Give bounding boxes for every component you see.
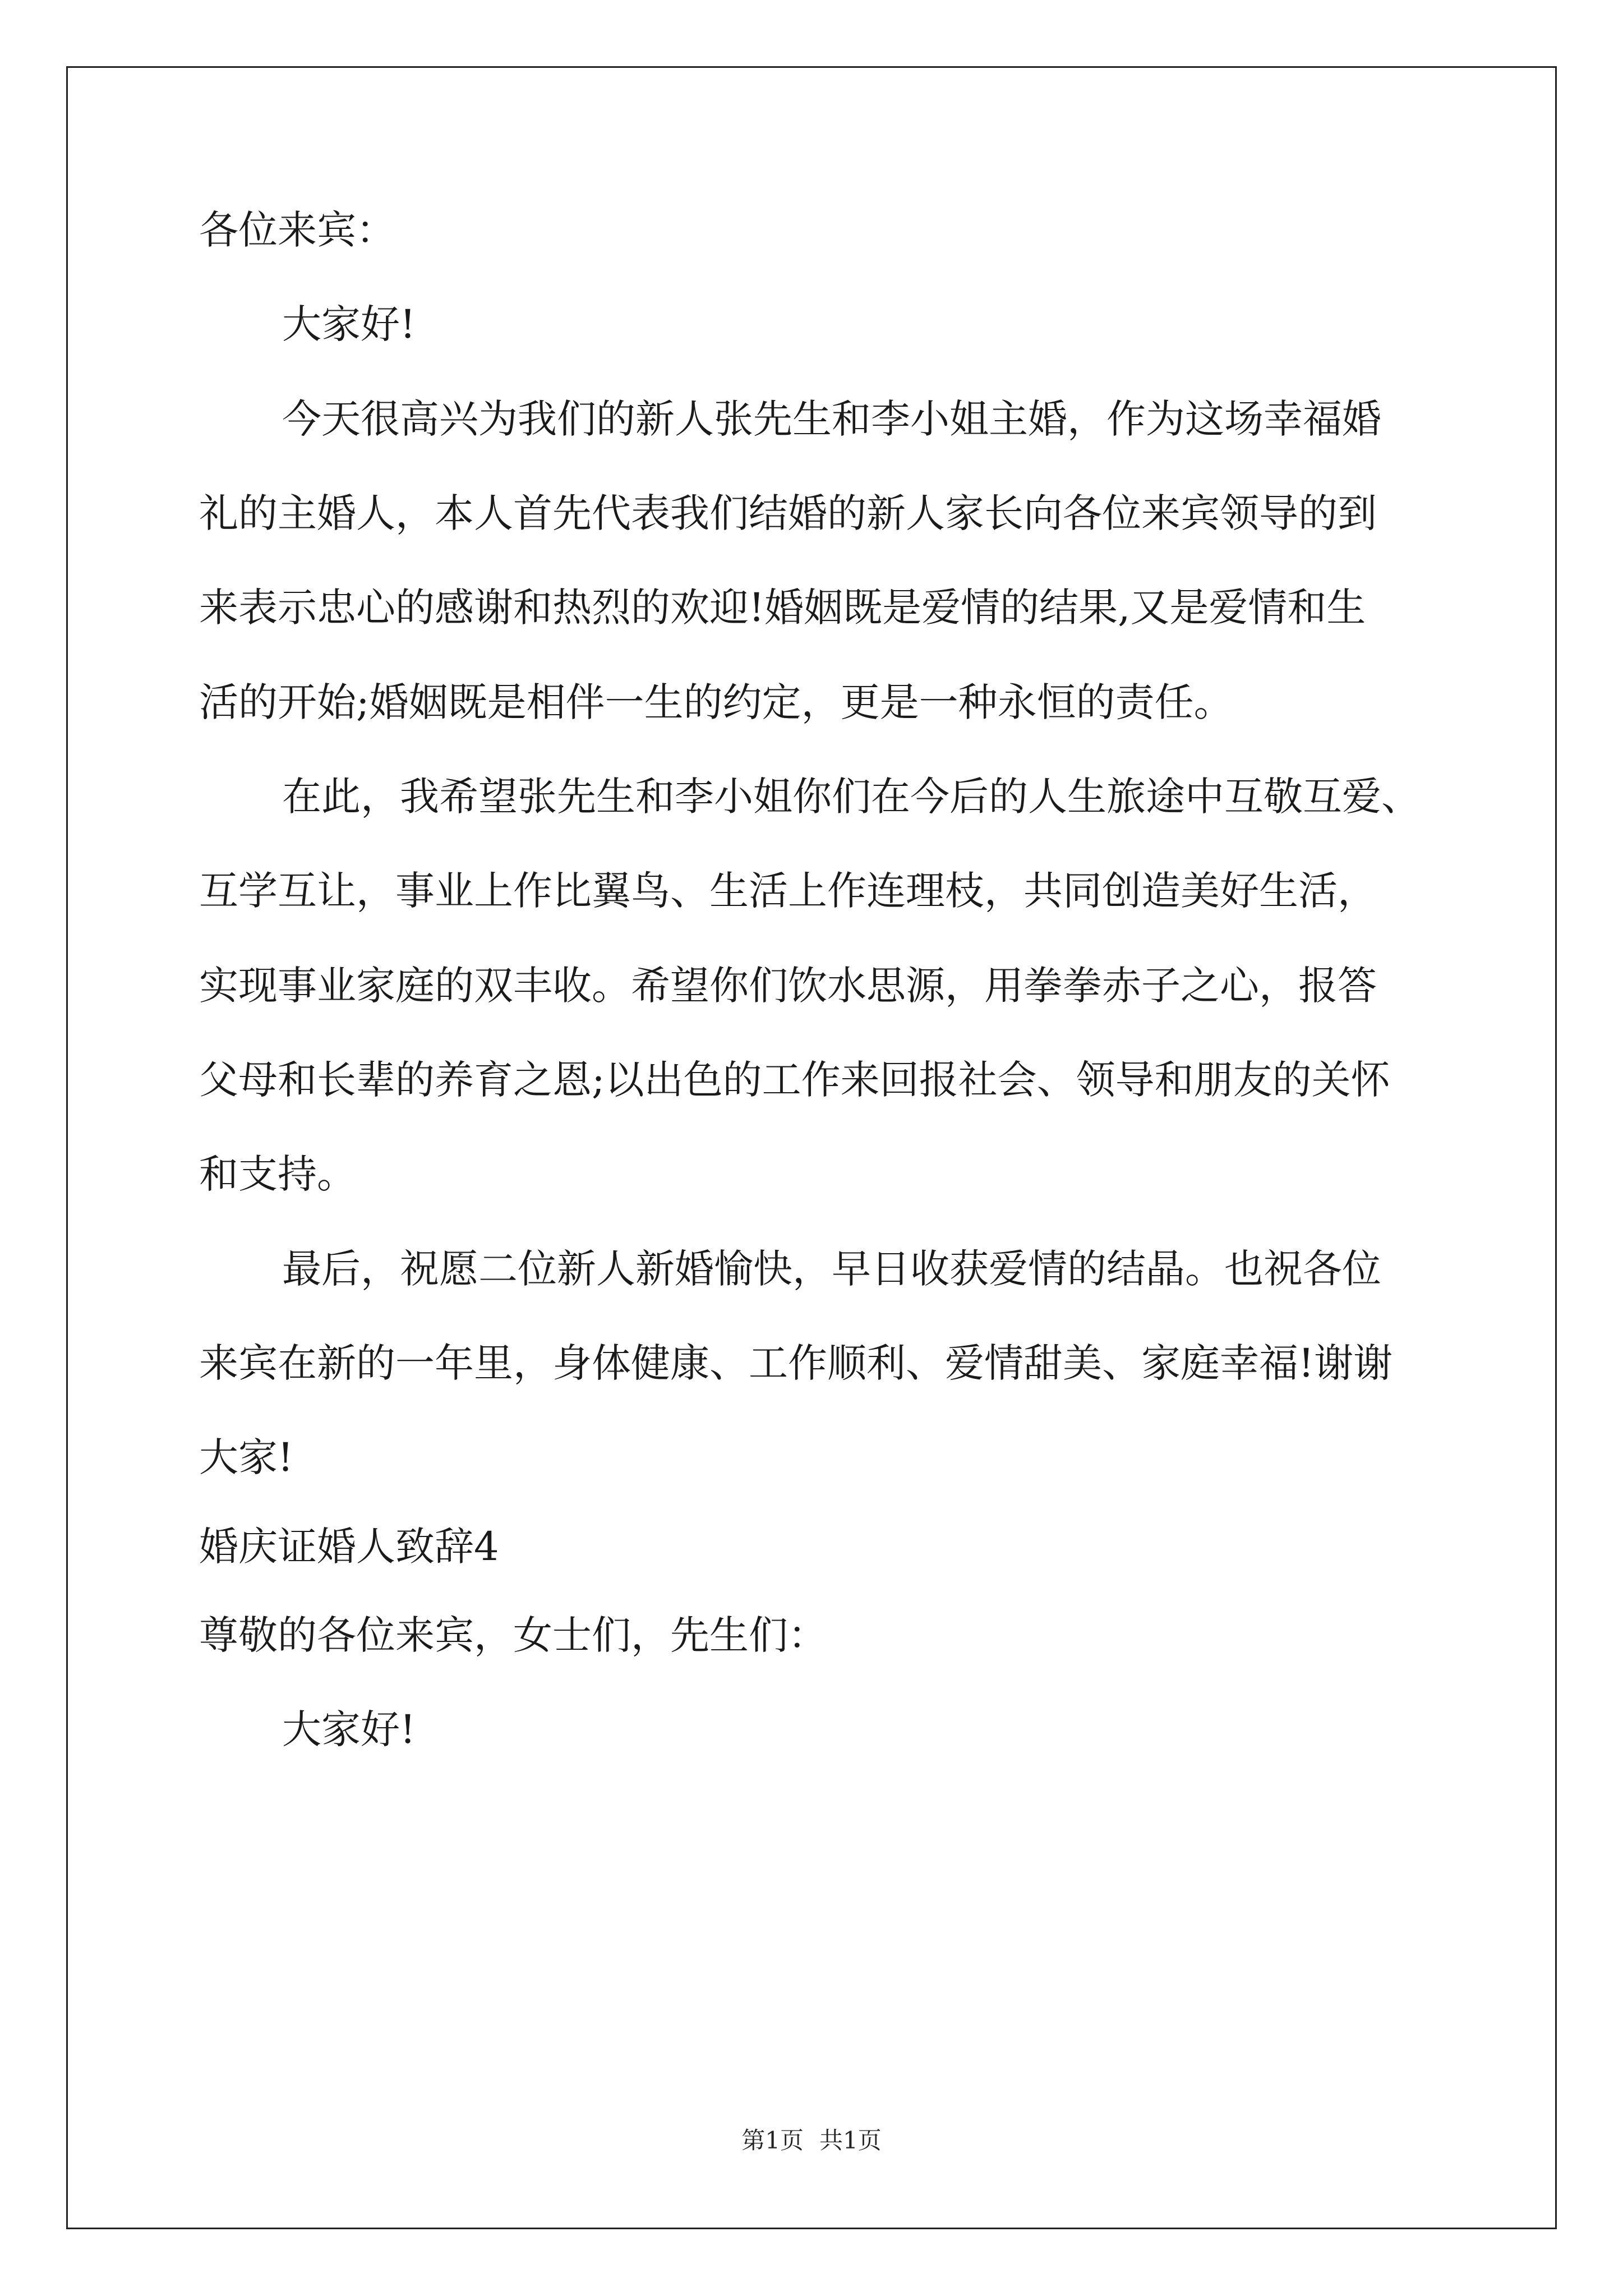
paragraph-line: 父母和长辈的养育之恩;以出色的工作来回报社会、领导和朋友的关怀 (199, 1057, 1390, 1103)
paragraph-line: 最后，祝愿二位新人新婚愉快，早日收获爱情的结晶。也祝各位 (282, 1246, 1381, 1292)
section-heading: 婚庆证婚人致辞4 (199, 1524, 499, 1570)
page-footer (0, 2129, 1623, 2152)
paragraph-line: 来宾在新的一年里，身体健康、工作顺利、爱情甜美、家庭幸福!谢谢 (199, 1340, 1393, 1386)
paragraph-line: 和支持。 (199, 1151, 356, 1197)
paragraph-line: 在此，我希望张先生和李小姐你们在今后的人生旅途中互敬互爱、 (282, 774, 1421, 820)
greeting-line: 大家好! (282, 1706, 416, 1752)
paragraph-line: 实现事业家庭的双丰收。希望你们饮水思源，用拳拳赤子之心，报答 (199, 963, 1377, 1009)
page-total: 共1页 (819, 2127, 882, 2154)
salutation-line: 各位来宾： (199, 207, 395, 253)
paragraph-line: 活的开始;婚姻既是相伴一生的约定，更是一种永恒的责任。 (199, 679, 1233, 725)
salutation-line: 尊敬的各位来宾，女士们，先生们： (199, 1612, 827, 1658)
paragraph-line: 礼的主婚人，本人首先代表我们结婚的新人家长向各位来宾领导的到 (199, 490, 1377, 536)
paragraph-line: 互学互让，事业上作比翼鸟、生活上作连理枝，共同创造美好生活， (199, 868, 1377, 914)
paragraph-line: 大家! (199, 1434, 294, 1480)
greeting-line: 大家好! (282, 301, 416, 347)
page-border (66, 66, 1557, 2229)
paragraph-line: 今天很高兴为我们的新人张先生和李小姐主婚，作为这场幸福婚 (282, 396, 1381, 442)
paragraph-line: 来表示忠心的感谢和热烈的欢迎!婚姻既是爱情的结果,又是爱情和生 (199, 585, 1366, 631)
page-number: 第1页 (741, 2127, 804, 2154)
